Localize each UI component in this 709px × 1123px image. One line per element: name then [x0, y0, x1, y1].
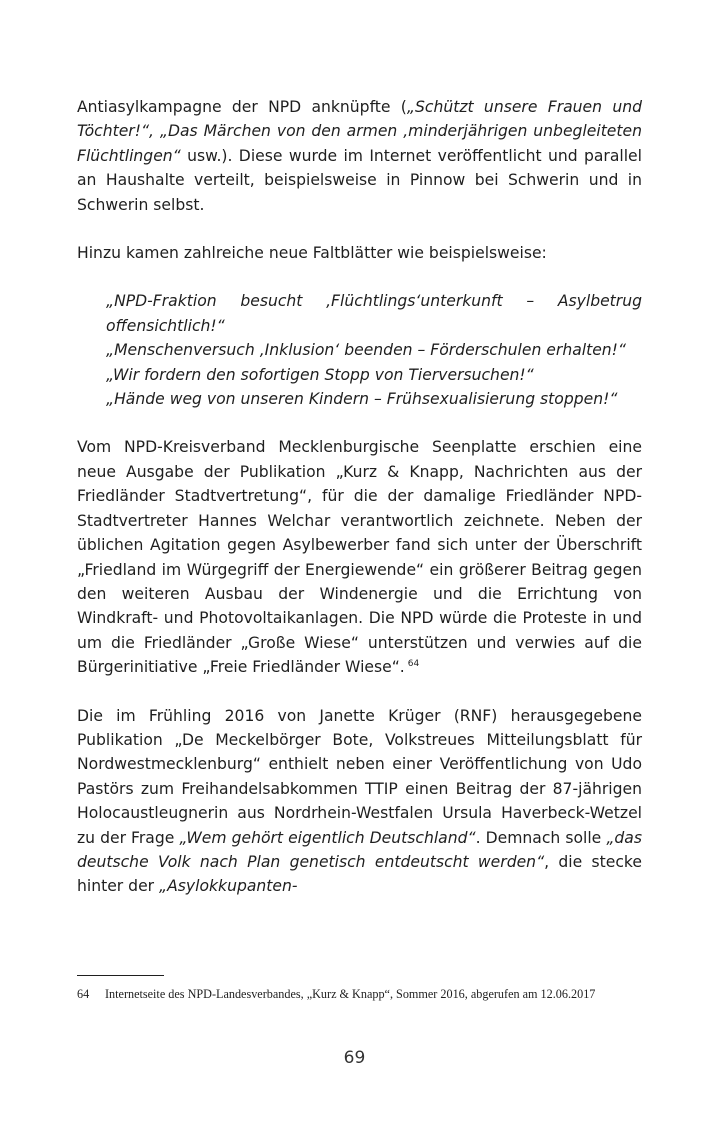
paragraph-1-text-a: Antiasylkampagne der NPD anknüpfte (: [77, 98, 407, 116]
list-item: [77, 289, 642, 338]
list-item-text: „Hände weg von unseren Kindern – Frühsexualisierung stoppen!“: [106, 390, 618, 409]
list-item-text: „Wir fordern den sofortigen Stopp von Tierversuchen!“: [106, 365, 534, 384]
footnote-text: Internetseite des NPD-Landesverbandes, „Kurz & Knapp“, Sommer 2016, abgerufen am 12.06.2017: [105, 987, 596, 1001]
list-item-text: „NPD-Fraktion besucht ‚Flüchtlings‘unterkunft – Asylbetrug offensichtlich!“: [106, 292, 642, 335]
footnote-number: 64: [77, 987, 90, 1001]
paragraph-1: [77, 95, 642, 217]
paragraph-2: Hinzu kamen zahlreiche neue Faltblätter wie beispielsweise:: [77, 244, 547, 263]
footnote-divider: [77, 975, 164, 976]
paragraph-1-text-c: usw.). Diese wurde im Internet veröffentlicht und parallel an Haushalte verteilt, beispielsweise in Pinnow bei Schwerin und in Schwerin selbst.: [77, 146, 642, 214]
paragraph-3-text: Vom NPD-Kreisverband Mecklenburgische Seenplatte erschien eine neue Ausgabe der Publikation „Kurz & Knapp, Nachrichten aus der Friedländer Stadtvertretung“, für die der damalige Friedländer NPD-Stadtvertreter Hannes Welchar verantwortlich zeichnete. Neben der üblichen Agitation gegen Asylbewerber fand sich unter der Überschrift „Friedland im Würgegriff der Energiewende“ ein größerer Beitrag gegen den weiteren Ausbau der Windenergie und die Errichtung von Windkraft- und Photovoltaikanlagen. Die NPD würde die Proteste in und um die Friedländer „Große Wiese“ unterstützen und verwies auf die Bürgerinitiative „Freie Friedländer Wiese“.: [77, 438, 642, 677]
list-item: [77, 338, 642, 362]
paragraph-4-quote-1: „Wem gehört eigentlich Deutschland“: [179, 828, 476, 847]
list-item: [77, 387, 642, 411]
paragraph-3: [77, 435, 642, 679]
page-number: 69: [343, 1048, 366, 1068]
list-item: [77, 363, 642, 387]
page-body: [77, 95, 642, 923]
leaflet-list: [77, 289, 642, 411]
paragraph-1-quote: „Schützt unsere Frauen und Töchter!“, „Das Märchen von den armen ‚minderjährigen unbegleiteten Flüchtlingen“: [77, 98, 642, 165]
paragraph-4-text-e: , die stecke hinter der: [77, 852, 643, 896]
list-item-text: „Menschenversuch ‚Inklusion‘ beenden – Förderschulen erhalten!“: [106, 341, 627, 360]
paragraph-4: [77, 704, 642, 899]
paragraph-4-text-c: . Demnach solle: [475, 828, 607, 847]
paragraph-4-quote-3: „Asylokkupanten-: [159, 877, 298, 896]
footnote-reference[interactable]: 64: [407, 658, 420, 669]
paragraph-4-text-a: Die im Frühling 2016 von Janette Krüger (RNF) herausgegebene Publikation „De Meckelbörger Bote, Volkstreues Mitteilungsblatt für Nordwestmecklenburg“ enthielt neben einer Veröffentlichung von Udo Pastörs zum Freihandelsabkommen TTIP einen Beitrag der 87-jährigen Holocaustleugnerin aus Nordrhein-Westfalen Ursula Haverbeck-Wetzel zu der Frage: [77, 706, 642, 847]
paragraph-4-quote-2: „das deutsche Volk nach Plan genetisch entdeutscht werden“: [77, 828, 642, 871]
footnote: [77, 986, 642, 1002]
